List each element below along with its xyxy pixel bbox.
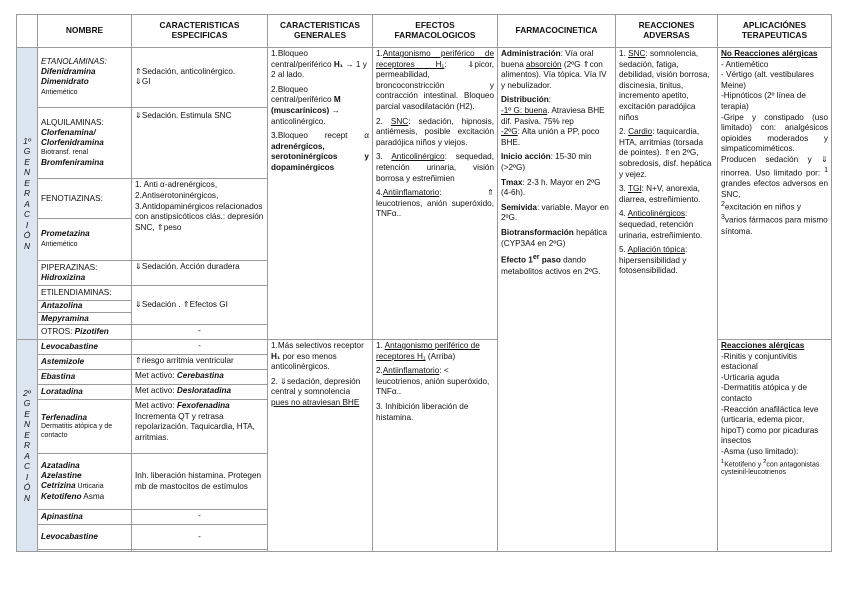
pharmacokinetics-cell: Administración: Vía oral buena absorción (2ºG ⇑con alimentos). Vía tópica. Vía IV y nebulizador. Distribución: -1º G: buena. Atraviesa BHE dif. Pasiva. 75% rep -2ºG: Alta unión a PP, poco BHE. Inicio acción: 15-30 min (>2ºG) Tmax: 2-3 h. Mayor en 2ºG (4-6h). Semivida: variable. Mayor en 2ºG. Biotransformación hepática (CYP3A4 en 2ºG) Efecto 1er paso dando metabolitos activos en 2ºG.: [498, 48, 616, 552]
drug-name-cell: Azatadina Azelastine Cetrizina Urticaria Ketotifeno Asma: [38, 454, 132, 510]
drug-name-cell: ETANOLAMINAS: Difenidramina Dimenidrato Antiemético: [38, 48, 132, 108]
specific-cell: ⇑riesgo arritmia ventricular: [132, 355, 268, 370]
general-cell-gen1: 1.Bloqueo central/periférico H₁ → 1 y 2 al lado. 2.Bloqueo central/periférico M (muscarínicos) → anticolinérgico. 3.Bloqueo recept α adrenérgicos, serotoninérgicos y dopaminérgicos: [268, 48, 373, 340]
drug-name-cell: Antazolina: [38, 300, 132, 312]
specific-cell: 1. Anti α-adrenérgicos, 2.Antiserotoninérgicos, 3.Antidopaminérgicos relacionados con anstipsicóticos clás.: depresión SNC, ⇑peso: [132, 179, 268, 261]
effects-cell-gen1: 1.Antagonismo periférico de receptores H₁: ⇓picor, permeabilidad, broncoconstricción y contracción intestinal. Bloqueo parcial vasodilatación (H2). 2. SNC: sedación, hipnosis, antiémesis, posible excitación paradójica niños y viejos. 3. Anticolinérgico: sequedad, retención urinaria, visión borrosa y estreñimien 4.Antiinflamatorio: ⇑ leucotrienos, anión superóxido, TNFα..: [373, 48, 498, 340]
specific-cell: Met activo: Desloratadina: [132, 385, 268, 400]
generation-1-label: 1º G E N E R A C I Ó N: [17, 48, 38, 340]
drug-name-cell: Terfenadina Dermatitis atópica y de contacto: [38, 400, 132, 454]
drug-name-cell: OTROS: Pizotifen: [38, 325, 132, 340]
specific-cell: ⇓Sedación. Acción duradera: [132, 261, 268, 286]
drug-name-cell: Levocabastine: [38, 525, 132, 549]
specific-cell: -: [132, 510, 268, 525]
drug-name-cell: Mepyramina: [38, 312, 132, 324]
specific-cell: Met activo: Cerebastina: [132, 370, 268, 385]
header-row: [17, 15, 832, 48]
header-name: NOMBRE: [38, 15, 132, 48]
header-apps: APLICACIÓNES TERAPEUTICAS: [718, 15, 832, 48]
drug-name-cell: ALQUILAMINAS: Clorfenamina/ Clorfenidramina Biotransf. renal Bromfeniramina: [38, 107, 132, 179]
drug-name-cell: FENOTIAZINAS:: [38, 179, 132, 219]
specific-cell: ⇓Sedación. Estimula SNC: [132, 107, 268, 179]
header-adverse: REACCIONES ADVERSAS: [616, 15, 718, 48]
header-general: CARACTERISTICAS GENERALES: [268, 15, 373, 48]
row-etanolaminas: [17, 48, 832, 108]
drug-name-cell: Loratadina: [38, 385, 132, 400]
applications-cell-gen1: No Reacciones alérgicas - Antiemético - Vértigo (alt. vestibulares Meine) -Hipnóticos (2º línea de terapia) -Gripe y constipado (uso limitado) con: analgésicos opioides moderados y simpaticomiméticos. Producen sedación y ⇓ rinorrea. Uso limitado por: $^1$ grandes efectos adversos en SNC, $^2$excitación en niños y $^3$varios fármacos para mismo síntoma.: [718, 48, 832, 340]
specific-cell: Met activo: Fexofenadina Incrementa QT y retrasa repolarización. Taquicardia, HTA, arritmias.: [132, 400, 268, 454]
drug-name-cell: Levocabastine: [38, 340, 132, 355]
header-specific: CARACTERISTICAS ESPECIFICAS: [132, 15, 268, 48]
specific-cell: -: [132, 340, 268, 355]
general-cell-gen2: 1.Más selectivos receptor H₁ por eso menos anticolinérgicos. 2. ⇓sedación, depresión central y somnolencia pues no atraviesan BHE: [268, 340, 373, 552]
drug-name-cell: Ebastina: [38, 370, 132, 385]
specific-cell: ⇑Sedación, anticolinérgico. ⇓GI: [132, 48, 268, 108]
drug-name-cell: PIPERAZINAS: Hidroxizina: [38, 261, 132, 286]
specific-cell: ⇓Sedación . ⇑Efectos GI: [132, 286, 268, 325]
adverse-reactions-cell: 1. SNC: somnolencia, sedación, fatiga, debilidad, visión borrosa, discinesia, tinitus, incremento apetito, excitación paradójica niños 2. Cardio: taquicardia, HTA, arritmias (torsada de pointes). ⇑en 2ºG, sobredosis, disf. hepática y vejez. 3. TGI: N+V, anorexia, diarrea, estreñimiento. 4. Anticolinérgicos: sequedad, retención urinaria, estreñimiento. 5. Apliación tópica: hipersensibilidad y fotosensibilidad.: [616, 48, 718, 552]
drug-name-cell: Apinastina: [38, 510, 132, 525]
drug-name-cell: Prometazina Antiemético: [38, 219, 132, 261]
specific-cell: -: [132, 325, 268, 340]
header-effects: EFECTOS FARMACOLOGICOS: [373, 15, 498, 48]
header-empty: [17, 15, 38, 48]
header-pk: FARMACOCINETICA: [498, 15, 616, 48]
generation-2-label: 2º G E N E R A C I Ó N: [17, 340, 38, 552]
effects-cell-gen2: 1. Antagonismo periférico de receptores H₁ (Arriba) 2.Antiinflamatorio: < leucotrienos, anión superóxido, TNFα.. 3. Inhibición liberación de histamina.: [373, 340, 498, 552]
applications-cell-gen2: Reacciones alérgicas -Rinitis y conjuntivitis estacional -Urticaria aguda -Dermatitis atópica y de contacto -Reacción anafiláctica leve (urticaria, edema picor, hipoT) como por picaduras insectos -Asma (uso limitado): $^1$Ketotifeno y $^2$con antagonistas cysteinil-leucotrienos: [718, 340, 832, 552]
drug-name-cell: ETILENDIAMINAS:: [38, 286, 132, 300]
antihistamine-table: [16, 14, 832, 552]
drug-name-cell: Astemizole: [38, 355, 132, 370]
specific-cell: -: [132, 525, 268, 549]
specific-cell: Inh. liberación histamina. Protegen mb de mastocitos de estímulos: [132, 454, 268, 510]
